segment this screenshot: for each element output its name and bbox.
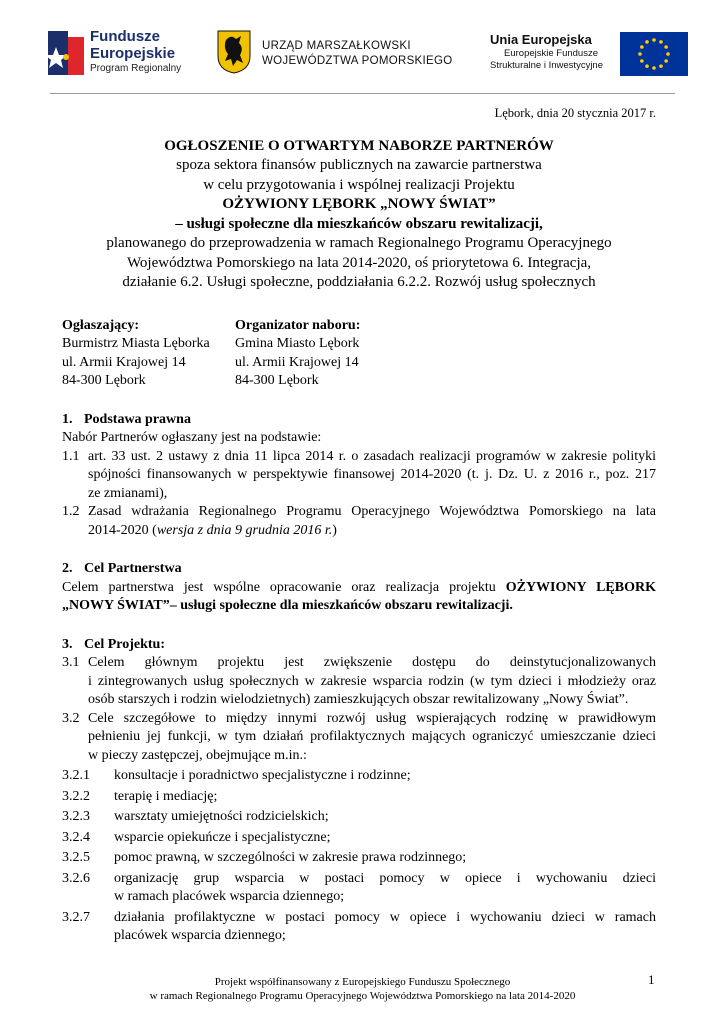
eu-star-icon [640, 59, 644, 63]
eu-star-icon [664, 59, 668, 63]
title-line4: OŻYWIONY LĘBORK „NOWY ŚWIAT” [222, 196, 496, 212]
logo-ue-line2: Europejskie Fundusze [504, 48, 598, 59]
title-line3: w celu przygotowania i wspólnej realizacji Projektu [203, 176, 515, 193]
title-line6: planowanego do przeprowadzenia w ramach Regionalnego Programu Operacyjnego [106, 235, 612, 251]
eu-flag-icon [620, 32, 688, 76]
organizer-street: ul. Armii Krajowej 14 [235, 354, 359, 370]
organizer-block [235, 317, 408, 391]
fundusze-europejskie-logo [46, 27, 196, 79]
logo-um-line1: URZĄD MARSZAŁKOWSKI [262, 40, 411, 52]
section-1-item-1: 1.1 art. 33 ust. 2 ustawy z dnia 11 lipca 2014 r. o zasadach realizacji programów w zakresie polityki spójności finansowanych w perspektywie finansowej 2014-2020 (t. j. Dz. U. z 2016 r., poz. 217 ze zmianami), [62, 448, 656, 501]
logo-fe-line1: Fundusze [90, 28, 160, 45]
eu-star-icon [645, 40, 649, 44]
unia-europejska-logo [490, 32, 690, 78]
title-line5: – usługi społeczne dla mieszkańców obszaru rewitalizacji, [175, 215, 543, 232]
list-item: 3.2.7 działania profilaktyczne w postaci pomocy w opiece i wychowaniu dzieci w ramach placówek wsparcia dziennego; [62, 909, 656, 943]
announcer-city: 84-300 Lębork [62, 373, 146, 388]
title-line8: działanie 6.2. Usługi społeczne, poddziałania 6.2.2. Rozwój usług społecznych [122, 274, 596, 290]
section-3-heading: 3. Cel Projektu: [62, 636, 165, 652]
section-3-item-2: 3.2 Cele szczegółowe to między innymi rozwój usług wspierających rodzinę w prawidłowym pełnieniu jej funkcji, w tym działań profilaktycznych mających ograniczyć umieszczanie dzieci w pieczy zastępczej, obejmujące m.in.: [62, 710, 656, 763]
footer-line1: Projekt współfinansowany z Europejskiego Funduszu Społecznego [214, 976, 511, 988]
section-2-line2: „NOWY ŚWIAT”– usługi społeczne dla mieszkańców obszaru rewitalizacji. [62, 598, 513, 613]
section-1-intro: Nabór Partnerów ogłaszany jest na podstawie: [62, 430, 322, 445]
date-line: Lębork, dnia 20 stycznia 2017 r. [494, 106, 656, 120]
list-item: 3.2.1 konsultacje i poradnictwo specjalistyczne i rodzinne; [62, 768, 411, 783]
fundusze-europejskie-emblem-icon [46, 27, 86, 79]
organizer-name: Gmina Miasto Lębork [235, 336, 360, 351]
title-line1: OGŁOSZENIE O OTWARTYM NABORZE PARTNERÓW [164, 137, 554, 154]
eu-star-icon [638, 52, 642, 56]
logo-fe-line3: Program Regionalny [90, 63, 182, 74]
organizer-city: 84-300 Lębork [235, 373, 319, 388]
griffin-crest-icon [217, 30, 251, 74]
list-item: 3.2.6 organizację grup wsparcia w postaci pomocy w opiece i wychowaniu dzieci w ramach placówek wsparcia dziennego; [62, 870, 656, 904]
list-item: 3.2.2 terapię i mediację; [62, 788, 218, 804]
parties-block [62, 317, 656, 391]
list-item: 3.2.4 wsparcie opiekuńcze i specjalistyczne; [62, 829, 331, 845]
eu-star-icon [640, 45, 644, 49]
document-body [62, 100, 656, 946]
eu-star-icon [659, 64, 663, 68]
header-logos [0, 0, 725, 92]
eu-star-icon [664, 45, 668, 49]
logo-ue-line1: Unia Europejska [490, 32, 592, 47]
announcement-title [62, 137, 656, 293]
eu-star-icon [659, 40, 663, 44]
eu-star-icon [652, 38, 656, 42]
eu-star-icon [645, 64, 649, 68]
page-number: 1 [648, 972, 655, 987]
section-3-item-1: 3.1 Celem głównym projektu jest zwiększenie dostępu do deinstytucjonalizowanych i zintegrowanych usług społecznych w zakresie wsparcia rodzin (w tym dzieci i młodzieży oraz osób starszych i rodzin wielodzietnych) zamieszkujących obszar rewitalizowany „Nowy Świat”. [62, 655, 656, 707]
title-line2: spoza sektora finansów publicznych na zawarcie partnerstwa [176, 157, 542, 173]
list-item: 3.2.3 warsztaty umiejętności rodzicielskich; [62, 809, 329, 824]
organizer-heading: Organizator naboru: [235, 317, 361, 333]
announcer-street: ul. Armii Krajowej 14 [62, 354, 186, 370]
announcer-block [62, 317, 235, 391]
title-line7: Województwa Pomorskiego na lata 2014-2020, oś priorytetowa 6. Integracja, [126, 254, 592, 271]
footer-line2: w ramach Regionalnego Programu Operacyjnego Województwa Pomorskiego na lata 2014-2020 [149, 990, 576, 1002]
logo-um-line2: WOJEWÓDZTWA POMORSKIEGO [262, 55, 453, 67]
section-2-line1: Celem partnerstwa jest wspólne opracowanie oraz realizacja projektu OŻYWIONY LĘBORK [62, 579, 656, 595]
section-1-heading: 1. Podstawa prawna [62, 411, 191, 427]
logo-fe-line2: Europejskie [90, 45, 176, 62]
logo-ue-line3: Strukturalne i Inwestycyjne [490, 60, 603, 71]
eu-star-icon [652, 66, 656, 70]
page-footer [0, 975, 725, 1003]
announcer-heading: Ogłaszający: [62, 317, 139, 333]
section-2-heading: 2. Cel Partnerstwa [62, 561, 182, 576]
announcer-name: Burmistrz Miasta Lęborka [62, 336, 210, 351]
section-1-item-2: 1.2 Zasad wdrażania Regionalnego Programu Operacyjnego Województwa Pomorskiego na lata 2014-2020 (wersja z dnia 9 grudnia 2016 r.) [62, 504, 656, 538]
urzad-marszalkowski-logo [217, 30, 457, 76]
list-item: 3.2.5 pomoc prawną, w szczególności w zakresie prawa rodzinnego; [62, 850, 467, 865]
header-divider [50, 93, 675, 94]
eu-star-icon [666, 52, 670, 56]
